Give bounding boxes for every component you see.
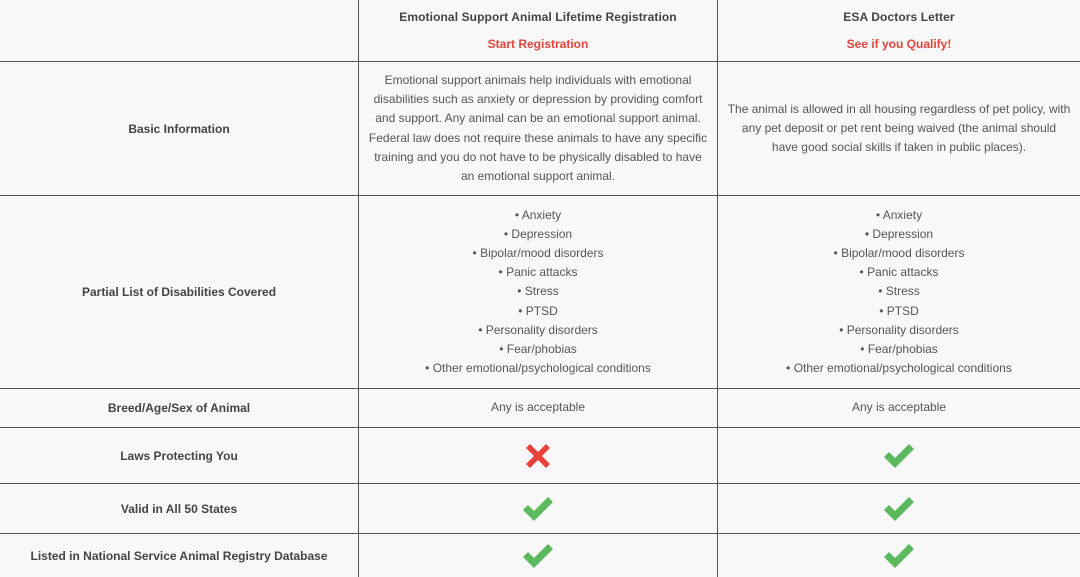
- col1-title: Emotional Support Animal Lifetime Registration: [399, 10, 677, 24]
- basic-info-col2-text: [728, 100, 1071, 158]
- list-item: • Fear/phobias: [425, 340, 651, 359]
- registry-col1-cell: [358, 534, 717, 577]
- list-item: • Anxiety: [786, 206, 1012, 225]
- row-label: Laws Protecting You: [120, 448, 238, 463]
- row-label: Partial List of Disabilities Covered: [81, 285, 277, 299]
- red-x-icon: [521, 439, 555, 473]
- see-if-qualify-link[interactable]: See if you Qualify!: [846, 37, 952, 51]
- valid-states-row: [0, 484, 1080, 534]
- text-line: Federal law does not require these animals to have any specific: [368, 130, 708, 145]
- text-line: training and you do not have to be physically disabled to have: [374, 149, 702, 164]
- breed-col1-value: Any is acceptable: [490, 400, 586, 415]
- laws-label-cell: [0, 428, 358, 483]
- valid-states-label-cell: [0, 484, 358, 533]
- list-item: • Anxiety: [425, 206, 651, 225]
- text-line: Emotional support animals help individuals with emotional: [384, 72, 692, 87]
- breed-col2-value: Any is acceptable: [851, 400, 947, 415]
- laws-col1-cell: [358, 428, 717, 483]
- header-row: [0, 0, 1080, 62]
- breed-row: [0, 389, 1080, 428]
- col2-title: ESA Doctors Letter: [843, 10, 955, 24]
- list-item: • Depression: [425, 225, 651, 244]
- green-check-icon: [882, 495, 916, 523]
- start-registration-link[interactable]: Start Registration: [487, 37, 589, 51]
- text-line: have good social skills if taken in public places).: [771, 140, 1027, 155]
- list-item: • Stress: [786, 282, 1012, 301]
- green-check-icon: [882, 442, 916, 470]
- header-col1: [358, 0, 717, 61]
- list-item: • Other emotional/psychological conditions: [425, 359, 651, 378]
- list-item: • Personality disorders: [425, 321, 651, 340]
- registry-row: [0, 534, 1080, 577]
- list-item: • Bipolar/mood disorders: [425, 244, 651, 263]
- list-item: • Depression: [786, 225, 1012, 244]
- list-item: • PTSD: [425, 302, 651, 321]
- list-item: • Fear/phobias: [786, 340, 1012, 359]
- basic-info-col1-text: [369, 71, 707, 187]
- list-item: • Panic attacks: [425, 263, 651, 282]
- list-item: • Personality disorders: [786, 321, 1012, 340]
- green-check-icon: [521, 495, 555, 523]
- text-line: disabilities such as anxiety or depression by providing comfort: [373, 91, 703, 106]
- row-label: Basic Information: [128, 121, 230, 136]
- disabilities-label-cell: [0, 196, 358, 388]
- basic-info-label-cell: [0, 62, 358, 195]
- registry-col2-cell: [717, 534, 1080, 577]
- laws-col2-cell: [717, 428, 1080, 483]
- green-check-icon: [882, 542, 916, 570]
- text-line: any pet deposit or pet rent being waived (the animal should: [741, 120, 1057, 135]
- row-label: Listed in National Service Animal Registry Database: [30, 548, 328, 563]
- green-check-icon: [521, 542, 555, 570]
- laws-row: [0, 428, 1080, 484]
- registry-label-cell: [0, 534, 358, 577]
- list-item: • Other emotional/psychological conditions: [786, 359, 1012, 378]
- row-label: Valid in All 50 States: [120, 501, 238, 516]
- basic-info-col1-cell: [358, 62, 717, 195]
- disabilities-col1-cell: [358, 196, 717, 388]
- disabilities-row: [0, 196, 1080, 389]
- disabilities-list: [425, 206, 651, 379]
- list-item: • PTSD: [786, 302, 1012, 321]
- disabilities-list: [786, 206, 1012, 379]
- disabilities-col2-cell: [717, 196, 1080, 388]
- breed-label-cell: [0, 389, 358, 427]
- header-empty-cell: [0, 0, 358, 61]
- text-line: an emotional support animal.: [460, 169, 616, 184]
- valid-states-col1-cell: [358, 484, 717, 533]
- breed-col2-cell: [717, 389, 1080, 427]
- basic-info-col2-cell: [717, 62, 1080, 195]
- text-line: and support. Any animal can be an emotional support animal.: [375, 111, 701, 126]
- basic-info-row: [0, 62, 1080, 196]
- breed-col1-cell: [358, 389, 717, 427]
- list-item: • Bipolar/mood disorders: [786, 244, 1012, 263]
- list-item: • Panic attacks: [786, 263, 1012, 282]
- text-line: The animal is allowed in all housing regardless of pet policy, with: [727, 101, 1071, 116]
- list-item: • Stress: [425, 282, 651, 301]
- row-label: Breed/Age/Sex of Animal: [107, 401, 251, 415]
- header-col2: [717, 0, 1080, 61]
- valid-states-col2-cell: [717, 484, 1080, 533]
